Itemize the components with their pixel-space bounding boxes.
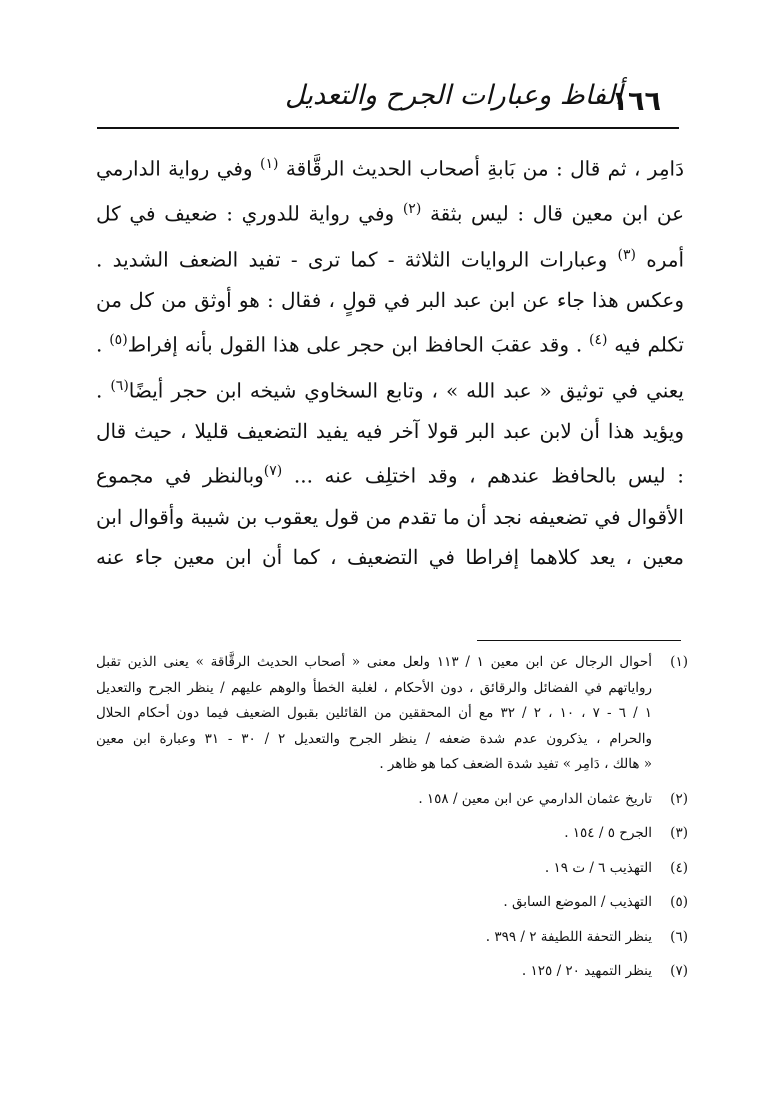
footnote-line: والحرام ، يذكرون عدم شدة ضعفه / ينظر الجرح والتعديل ٢ / ٣٠ - ٣١ وعبارة ابن معين bbox=[96, 730, 652, 747]
footnote-marker: (٧) bbox=[263, 463, 283, 480]
footnote-text: ينظر التمهيد ٢٠ / ١٢٥ . bbox=[521, 963, 652, 979]
footnote-marker: (٣) bbox=[617, 246, 636, 263]
footnote-number: (٤) bbox=[670, 859, 688, 876]
footnote-4 bbox=[96, 856, 688, 882]
footnote-number: (٢) bbox=[670, 790, 688, 807]
footnote-text: ينظر التحفة اللطيفة ٢ / ٣٩٩ . bbox=[485, 928, 652, 945]
text-line: ويؤيد هذا أن لابن عبد البر قولا آخر فيه يفيد التضعيف قليلا ، حيث قال bbox=[96, 418, 684, 443]
footnote-number: (٣) bbox=[670, 825, 688, 841]
footnote-number: (٦) bbox=[670, 928, 688, 945]
footnotes bbox=[96, 650, 688, 985]
page-header bbox=[97, 78, 679, 126]
footnote-1 bbox=[96, 650, 688, 778]
main-text bbox=[96, 144, 684, 578]
footnote-number: (١) bbox=[670, 654, 688, 670]
footnote-3 bbox=[96, 821, 688, 847]
footnote-separator bbox=[477, 640, 681, 641]
text-line: وعكس هذا جاء عن ابن عبد البر في قولٍ ، فقال : هو أوثق من كل من bbox=[96, 287, 684, 312]
footnote-6 bbox=[96, 925, 688, 951]
text-line: أمره $^{(٣)}$ وعبارات الروايات الثلاثة - كما ترى - تفيد الضعف الشديد . bbox=[96, 246, 684, 272]
header-rule bbox=[97, 127, 679, 129]
text-line: دَامِر ، ثم قال : من بَابةِ أصحاب الحديث الرقَّاقة $^{(١)}$ وفي رواية الدارمي bbox=[96, 156, 684, 181]
text-line: تكلم فيه $^{(٤)}$ . وقد عقبَ الحافظ ابن حجر على هذا القول بأنه إفراط$^{(٥)}$ . bbox=[96, 332, 684, 357]
text-line: يعني في توثيق « عبد الله » ، وتابع السخاوي شيخه ابن حجر أيضًا$^{(٦)}$ . bbox=[96, 377, 684, 403]
footnote-2 bbox=[96, 787, 688, 813]
footnote-line: رواياتهم في الفضائل والرقائق ، دون الأحكام ، لغلبة الخطأ والوهم عليهم / ينظر الجرح والتعديل bbox=[96, 679, 652, 696]
page-number: ١٦٦ bbox=[611, 86, 661, 117]
footnote-5 bbox=[96, 890, 688, 916]
footnote-number: (٥) bbox=[670, 894, 688, 910]
footnote-line: أحوال الرجال عن ابن معين ١ / ١١٣ ولعل معنى « أصحاب الحديث الرقَّاقة » يعنى الذين تقبل bbox=[96, 654, 652, 670]
footnote-number: (٧) bbox=[670, 963, 688, 979]
footnote-marker: (٥) bbox=[109, 332, 128, 349]
footnote-text: التهذيب ٦ / ت ١٩ . bbox=[544, 859, 652, 876]
running-title: ألفاظ وعبارات الجرح والتعديل bbox=[285, 80, 623, 111]
text-line: عن ابن معين قال : ليس بثقة $^{(٢)}$ وفي رواية للدوري : ضعيف في كل bbox=[96, 201, 684, 226]
text-line: الأقوال في تضعيفه نجد أن ما تقدم من قول يعقوب بن شيبة وأقوال ابن bbox=[96, 504, 684, 529]
footnote-line: ١ / ٦ - ٧ ، ١٠ ، ٢ / ٣٢ مع أن المحققين من القائلين بقبول الضعيف فيما دون أحكام الحلال bbox=[96, 705, 652, 721]
footnote-marker: (٢) bbox=[402, 201, 422, 218]
footnote-marker: (٦) bbox=[110, 377, 129, 394]
footnote-line: « هالك ، دَامِر » تفيد شدة الضعف كما هو ظاهر . bbox=[379, 756, 652, 772]
footnote-text: التهذيب / الموضع السابق . bbox=[503, 894, 652, 910]
text-line: : ليس بالحافظ عندهم ، وقد اختلِف عنه ... $^{(٧)}$وبالنظر في مجموع bbox=[96, 463, 684, 489]
footnote-marker: (٤) bbox=[589, 332, 608, 349]
footnote-text: الجرح ٥ / ١٥٤ . bbox=[564, 825, 652, 841]
footnote-text: تاريخ عثمان الدارمي عن ابن معين / ١٥٨ . bbox=[418, 790, 652, 807]
footnote-7 bbox=[96, 959, 688, 985]
text-line: معين ، يعد كلاهما إفراطا في التضعيف ، كما أن ابن معين جاء عنه bbox=[96, 545, 684, 570]
footnote-marker: (١) bbox=[259, 156, 279, 172]
